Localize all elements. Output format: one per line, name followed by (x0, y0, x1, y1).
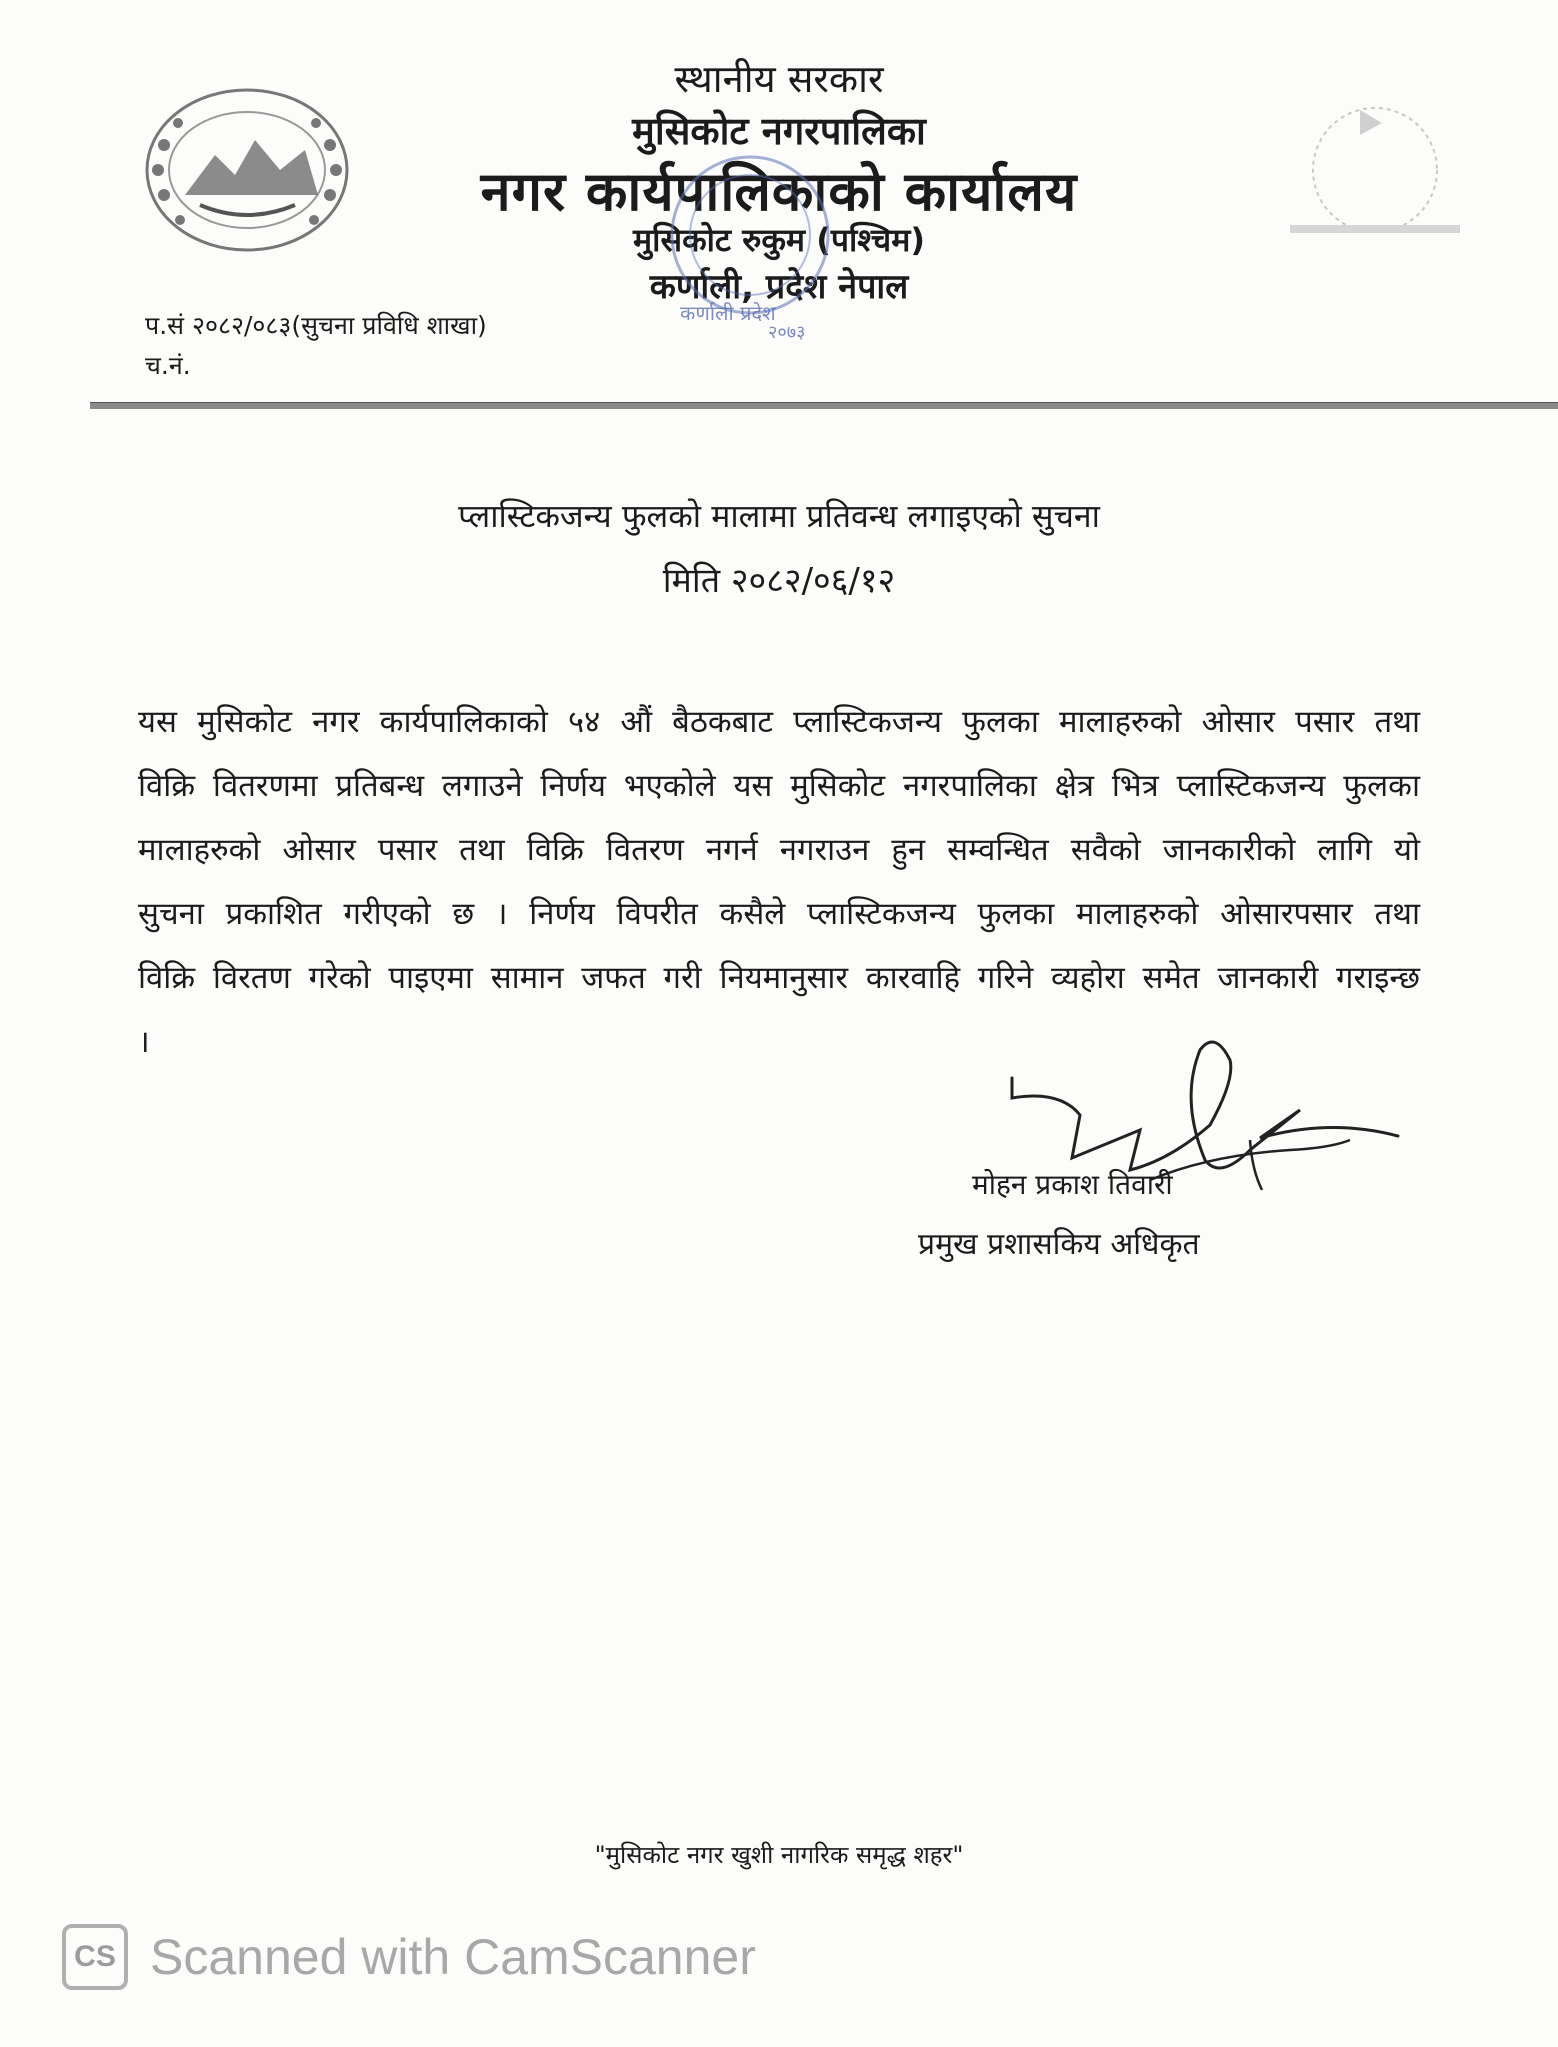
footer-slogan: "मुसिकोट नगर खुशी नागरिक समृद्ध शहर" (594, 1841, 964, 1869)
header-divider (90, 402, 1558, 409)
header-municipality: मुसिकोट नगरपालिका (632, 109, 926, 153)
stamp-year: २०७३ (768, 322, 806, 343)
header-address: मुसिकोट रुकुम (पश्चिम) (633, 221, 925, 259)
notice-subject: प्लास्टिकजन्य फुलको मालामा प्रतिवन्ध लगाइएको सुचना (458, 497, 1100, 535)
header-province: कर्णाली, प्रदेश नेपाल (649, 267, 909, 307)
notice-body: यस मुसिकोट नगर कार्यपालिकाको ५४ औं बैठकबाट प्लास्टिकजन्य फुलका मालाहरुको ओसार पसार तथा विक्रि वितरणमा प्रतिबन्ध लगाउने निर्णय भएकोले यस मुसिकोट नगरपालिका क्षेत्र भित्र प्लास्टिकजन्य फुलका मालाहरुको ओसार पसार तथा विक्रि वितरण नगर्न नगराउन हुन सम्वन्धित सवैको जानकारीको लागि यो सुचना प्रकाशित गरीएको छ । निर्णय विपरीत कसैले प्लास्टिकजन्य फुलका मालाहरुको ओसारपसार तथा विक्रि विरतण गरेको पाइएमा सामान जफत गरी नियमानुसार कारवाहि गरिने व्यहोरा समेत जानकारी गराइन्छ । (138, 704, 1420, 1060)
signatory-title: प्रमुख प्रशासकिय अधिकृत (918, 1227, 1200, 1262)
dispatch-number: च.नं. (145, 351, 191, 380)
header-office-title: नगर कार्यपालिकाको कार्यालय (480, 160, 1078, 223)
signatory-name: मोहन प्रकाश तिवारी (972, 1168, 1173, 1201)
reference-number: प.सं २०८२/०८३(सुचना प्रविधि शाखा) (145, 311, 487, 340)
notice-date: मिति २०८२/०६/१२ (662, 561, 896, 601)
camscanner-text: Scanned with CamScanner (150, 1929, 756, 1985)
camscanner-watermark (62, 1922, 756, 1992)
office-stamp-icon (640, 140, 860, 343)
camscanner-logo-icon: CS (62, 1924, 128, 1990)
header-local-government: स्थानीय सरकार (674, 57, 884, 101)
stamp-text: कर्णाली प्रदेश (680, 301, 776, 325)
